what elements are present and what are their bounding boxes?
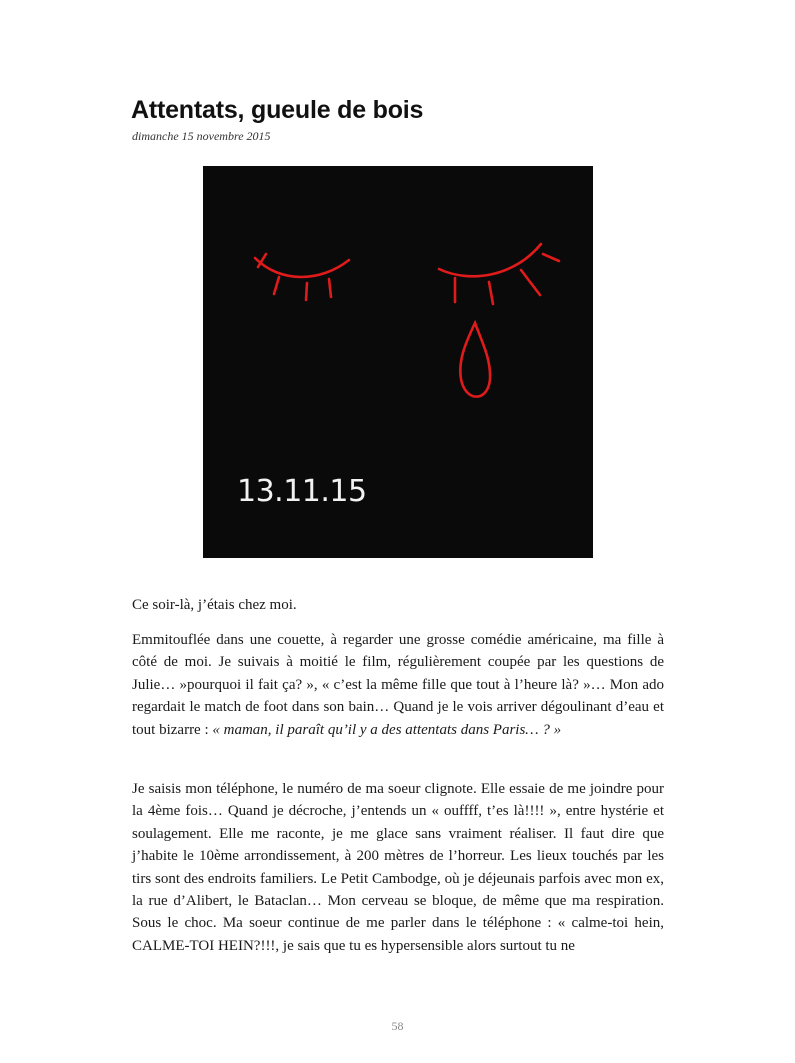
son-quote: « maman, il paraît qu’il y a des attentats dans Paris… ? » bbox=[212, 721, 562, 738]
illustration-date-caption: 13.11.15 bbox=[237, 474, 367, 509]
tear-drop bbox=[460, 323, 490, 397]
paragraph-evening bbox=[132, 629, 664, 741]
left-lash bbox=[329, 279, 331, 297]
right-lash bbox=[521, 270, 540, 295]
left-lash bbox=[306, 283, 307, 300]
left-lash bbox=[274, 277, 279, 294]
paragraph-evening-text: Emmitouflée dans une couette, à regarder une grosse comédie américaine, ma fille à côté de moi. Je suivais à moitié le film, régulièrement coupée par les questions de Julie… »pourquoi il fait ça? », « c’est la même fille que tout à l’heure là? »… Mon ado regardait le match de foot dans son bain… Quand je le vois arriver dégoulinant d’eau et tout bizarre : bbox=[132, 632, 664, 738]
paragraph-phone-call: Je saisis mon téléphone, le numéro de ma soeur clignote. Elle essaie de me joindre pour la 4ème fois… Quand je décroche, j’entends un « ouffff, t’es là!!!! », entre hystérie et soulagement. Elle me raconte, je me glace sans vraiment réaliser. Il faut dire que j’habite le 10ème arrondissement, à 200 mètres de l’horreur. Les lieux touchés par les tirs sont des endroits familiers. Le Petit Cambodge, où je déjeunais parfois avec mon ex, la rue d’Alibert, le Bataclan… Mon cerveau se bloque, de même que ma respiration. Sous le choc. Ma soeur continue de me parler dans le téléphone : « calme-toi hein, CALME-TOI HEIN?!!!, je sais que tu es hypersensible alors surtout tu ne bbox=[132, 781, 664, 954]
page-number: 58 bbox=[391, 1019, 404, 1033]
right-lash bbox=[543, 254, 559, 261]
article-date: dimanche 15 novembre 2015 bbox=[132, 129, 271, 143]
right-lash bbox=[489, 282, 493, 304]
paragraph-intro: Ce soir-là, j’étais chez moi. bbox=[132, 597, 297, 613]
left-eyelid bbox=[255, 258, 349, 277]
crying-eyes-illustration bbox=[203, 166, 593, 558]
article-title: Attentats, gueule de bois bbox=[131, 96, 424, 124]
right-eyelid bbox=[439, 244, 541, 276]
